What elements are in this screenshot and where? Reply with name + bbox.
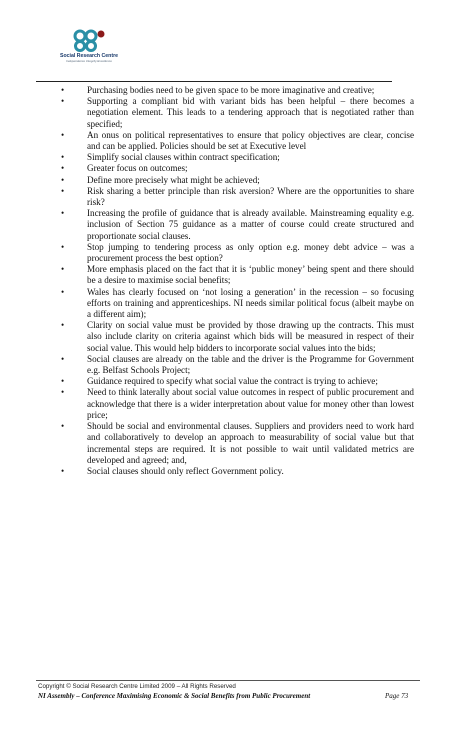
bullet-text: Supporting a compliant bid with variant bids has been helpful – there becomes a negotiation element. This leads to a tendering approach that is negotiated rather than specified;: [87, 96, 414, 129]
bullet-icon: •: [61, 387, 65, 398]
bullet-icon: •: [61, 85, 65, 95]
bullet-icon: •: [61, 286, 65, 297]
bullet-icon: •: [61, 129, 65, 140]
document-title: NI Assembly – Conference Maximising Economic & Social Benefits from Public Procurement: [38, 692, 311, 700]
bullet-text: Increasing the profile of guidance that is already available. Mainstreaming equality e.g. inclusion of Section 75 guidance as a matter of course could create structured and proportionate social clauses.: [87, 208, 414, 241]
bullet-item: [54, 163, 414, 174]
bullet-icon: •: [61, 264, 65, 275]
logo-mark-icon: [72, 28, 106, 52]
bullet-text: Social clauses are already on the table and the driver is the Programme for Government e.g. Belfast Schools Project;: [87, 353, 414, 376]
bullet-text: Purchasing bodies need to be given space to be more imaginative and creative;: [87, 85, 375, 95]
bullet-text: Simplify social clauses within contract specification;: [87, 152, 280, 163]
bullet-icon: •: [61, 465, 65, 476]
bullet-item: [54, 96, 414, 130]
bullet-icon: •: [61, 208, 65, 219]
bullet-text: Greater focus on outcomes;: [87, 163, 188, 174]
bullet-icon: •: [61, 174, 65, 185]
page-number: Page 73: [385, 692, 409, 700]
bullet-icon: •: [61, 96, 65, 107]
bullet-list: [54, 85, 414, 477]
bullet-text: Social clauses should only reflect Government policy.: [87, 465, 284, 476]
social-research-centre-logo: [54, 28, 124, 63]
bullet-icon: •: [61, 185, 65, 196]
bullet-item: [54, 242, 414, 264]
bullet-text: More emphasis placed on the fact that it is ‘public money’ being spent and there should be a desire to maximise social benefits;: [87, 264, 414, 286]
bullet-text: An onus on political representatives to ensure that policy objectives are clear, concise and can be applied. Policies should be set at Executive level: [87, 129, 414, 152]
bullet-icon: •: [61, 376, 65, 387]
bullet-item: [54, 186, 414, 208]
bullet-item: [54, 208, 414, 242]
bullet-text: Need to think laterally about social value outcomes in respect of public procurement and acknowledge that there is a wider interpretation about value for money other than lowest price;: [87, 387, 414, 420]
bullet-item: [54, 466, 414, 477]
bullet-item: [54, 376, 414, 387]
bullet-icon: •: [61, 421, 65, 432]
bullet-item: [54, 264, 414, 286]
bullet-item: [54, 85, 414, 96]
bullet-item: [54, 387, 414, 421]
bullet-item: [54, 287, 414, 321]
bullet-text: Stop jumping to tendering process as only option e.g. money debt advice – was a procurement process the best option?: [87, 241, 414, 264]
bullet-icon: •: [61, 353, 65, 364]
header-divider: [36, 81, 392, 82]
bullet-text: Risk sharing a better principle than risk aversion? Where are the opportunities to share risk?: [87, 185, 414, 208]
copyright-notice: Copyright © Social Research Centre Limited 2009 – All Rights Reserved: [38, 683, 236, 690]
bullet-icon: •: [61, 241, 65, 252]
bullet-item: [54, 320, 414, 354]
logo-tagline: Independence Integrity Excellence: [66, 59, 112, 63]
bullet-text: Should be social and environmental clauses. Suppliers and providers need to work hard and collaboratively to develop an approach to measurability of social value but that incremental steps are required. It is not possible to wait until validated metrics are developed and agreed; and,: [87, 421, 414, 465]
bullet-text: Define more precisely what might be achieved;: [87, 174, 260, 185]
bullet-item: [54, 354, 414, 376]
bullet-item: [54, 152, 414, 163]
bullet-icon: •: [61, 163, 65, 174]
bullet-text: Guidance required to specify what social value the contract is trying to achieve;: [87, 376, 378, 387]
bullet-text: Wales has clearly focused on ‘not losing a generation’ in the recession – so focusing efforts on training and apprenticeships. NI needs similar political focus (albeit maybe on a different aim);: [87, 286, 414, 320]
bullet-icon: •: [61, 152, 65, 163]
bullet-item: [54, 130, 414, 152]
bullet-icon: •: [61, 320, 65, 331]
footer-divider: [36, 680, 420, 681]
bullet-text: Clarity on social value must be provided by those drawing up the contracts. This must also include clarity on criteria against which bids will be measured in respect of their social value. This would help bidders to incorporate social values into the bids;: [87, 320, 414, 353]
logo-name: Social Research Centre: [60, 53, 118, 59]
bullet-item: [54, 175, 414, 186]
bullet-item: [54, 421, 414, 466]
bullet-content: [54, 85, 414, 477]
